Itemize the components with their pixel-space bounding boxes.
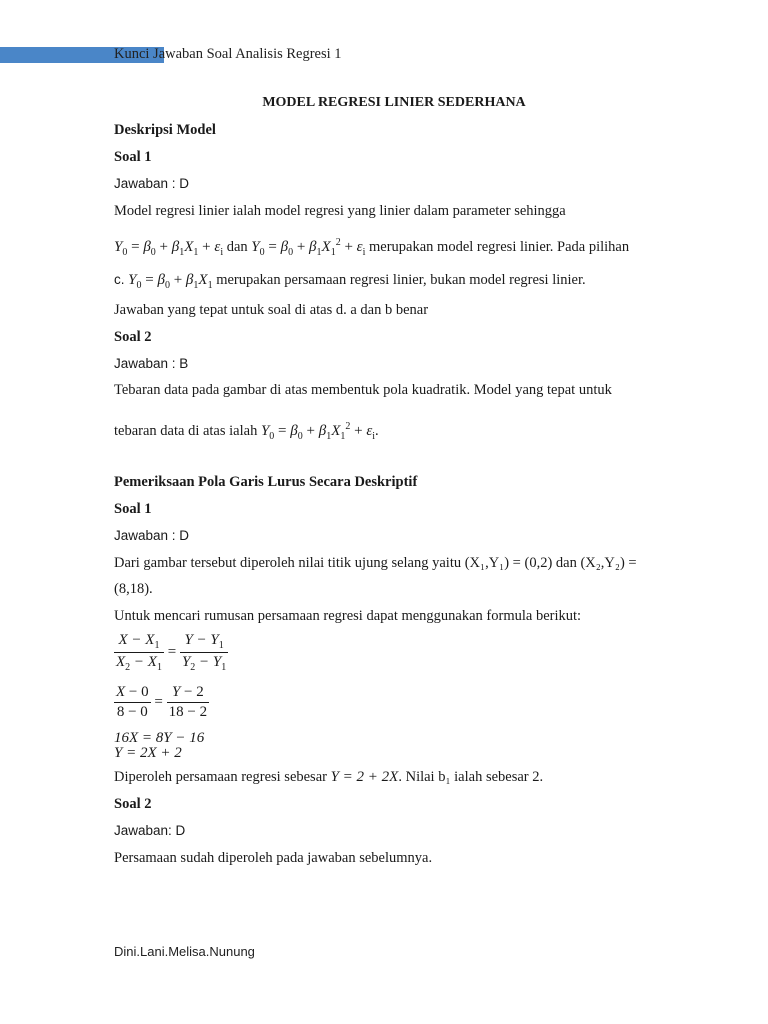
equation-step-2: Y = 2X + 2 bbox=[114, 745, 182, 761]
result-line bbox=[114, 768, 543, 786]
soal-2-text-2: tebaran data di atas ialah bbox=[114, 423, 258, 439]
soal-1b-formula-intro: Untuk mencari rumusan persamaan regresi dapat menggunakan formula berikut: bbox=[114, 608, 582, 624]
option-c-prefix: c. bbox=[114, 272, 125, 287]
section-heading-pemeriksaan: Pemeriksaan Pola Garis Lurus Secara Deskriptif bbox=[114, 474, 418, 490]
formula-substituted: $\frac{X - 0}{8 - 0}$ = $\frac{Y - 2}{18 - 2}$ bbox=[116, 684, 208, 720]
footer-authors: Dini.Lani.Melisa.Nunung bbox=[114, 944, 255, 959]
result-equation: Y = 2 + 2X bbox=[330, 769, 399, 785]
soal-1-conclusion: Jawaban yang tepat untuk soal di atas d. a dan b benar bbox=[114, 302, 429, 318]
soal-1b-answer: Jawaban : D bbox=[114, 528, 190, 543]
soal-1b-text-cont: (8,18). bbox=[114, 581, 153, 597]
soal-2-label: Soal 2 bbox=[114, 329, 152, 345]
soal-2b-text: Persamaan sudah diperoleh pada jawaban sebelumnya. bbox=[114, 850, 433, 866]
equation-connector: dan bbox=[226, 239, 248, 255]
soal-2-answer: Jawaban : B bbox=[114, 356, 189, 371]
soal-1-answer: Jawaban : D bbox=[114, 176, 190, 191]
soal-2-text: Tebaran data pada gambar di atas membentuk pola kuadratik. Model yang tepat untuk bbox=[114, 382, 612, 398]
formula-two-point: $\frac{X - X_1}{X_2 - X_1}$ = $\frac{Y - Y_1}{Y_2 - Y_1}$ bbox=[116, 632, 227, 673]
soal-2b-label: Soal 2 bbox=[114, 796, 152, 812]
equation-model-2: $Y_0 = \beta_0 + \beta_1X_1^2 + \varepsilon_i$ bbox=[251, 237, 366, 258]
equation-quadratic: $Y_0 = \beta_0 + \beta_1X_1^2 + \varepsilon_i$ bbox=[260, 421, 376, 442]
equation-model-1: $Y_0 = \beta_0 + \beta_1X_1 + \varepsilon_i$ bbox=[114, 239, 224, 258]
equation-line-model bbox=[114, 234, 629, 262]
document-title: MODEL REGRESI LINIER SEDERHANA bbox=[262, 95, 526, 110]
equation-line-option-c bbox=[114, 271, 586, 295]
result-prefix: Diperoleh persamaan regresi sebesar bbox=[114, 769, 327, 785]
result-suffix: . Nilai b₁ ialah sebesar 2. bbox=[398, 769, 544, 785]
option-c-remark: merupakan persamaan regresi linier, bukan model regresi linier. bbox=[216, 272, 586, 288]
equation-option-c: $Y_0 = \beta_0 + \beta_1X_1$ bbox=[128, 272, 213, 291]
running-header: Kunci Jawaban Soal Analisis Regresi 1 bbox=[114, 46, 342, 62]
soal-1-text: Model regresi linier ialah model regresi yang linier dalam parameter sehingga bbox=[114, 203, 566, 219]
soal-1-label: Soal 1 bbox=[114, 149, 152, 165]
equation-remark: merupakan model regresi linier. Pada pilihan bbox=[369, 239, 630, 255]
section-heading-deskripsi: Deskripsi Model bbox=[114, 122, 216, 138]
soal-1b-text: Dari gambar tersebut diperoleh nilai titik ujung selang yaitu (X₁,Y₁) = (0,2) dan (X₂,Y₂) = bbox=[114, 555, 637, 571]
soal-2-equation-line: tebaran data di atas ialah $Y_0 = \beta_0 + \beta_1X_1^2 + \varepsilon_i$. bbox=[114, 421, 379, 442]
equation-step-1: 16X = 8Y − 16 bbox=[114, 730, 205, 746]
soal-1b-label: Soal 1 bbox=[114, 501, 152, 517]
soal-2b-answer: Jawaban: D bbox=[114, 823, 186, 838]
